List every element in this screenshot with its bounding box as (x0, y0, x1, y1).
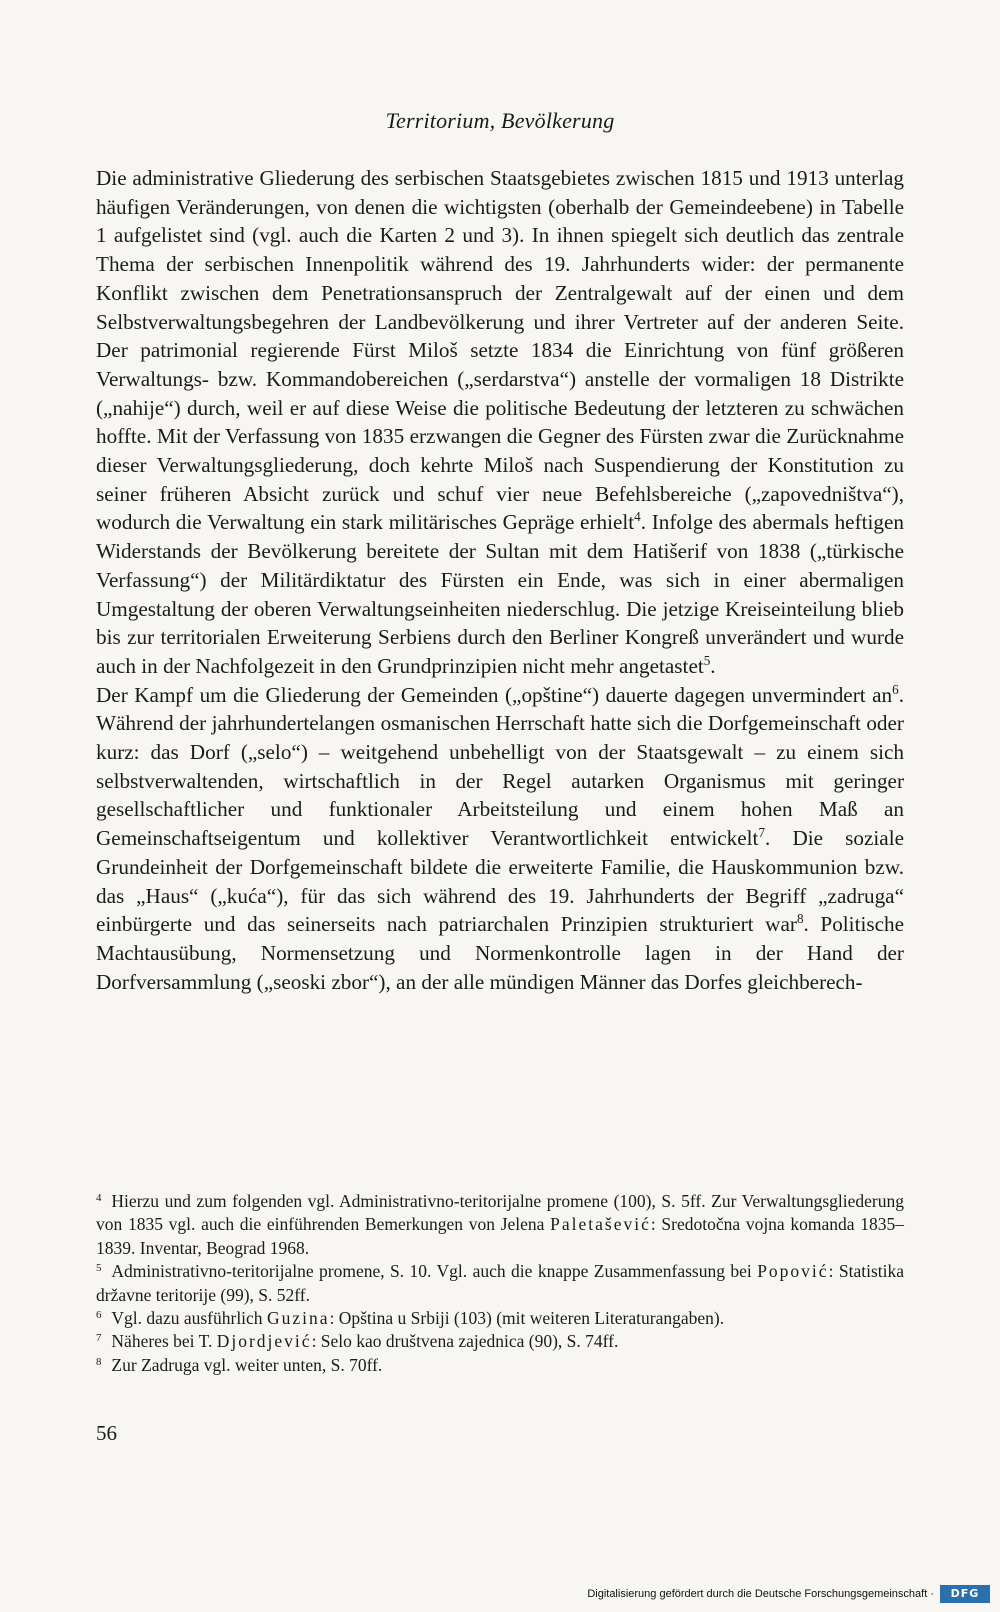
footnote-ref[interactable]: 5 (703, 652, 711, 668)
footnote: $^6$ Vgl. dazu ausführlich Guzina: Opština u Srbiji (103) (mit weiteren Literaturangaben). (96, 1308, 725, 1329)
footnote-number: 4 (96, 1192, 102, 1205)
footnote-number: 6 (96, 1309, 102, 1322)
page-number: 56 (96, 1421, 117, 1445)
footnote-number: 7 (96, 1332, 102, 1345)
author-name: Popović (757, 1261, 829, 1282)
running-head: Territorium, Bevölkerung (385, 108, 615, 133)
digitization-note: Digitalisierung gefördert durch die Deutsche Forschungsgemeinschaft · (587, 1588, 934, 1600)
footnote-number: 8 (96, 1355, 102, 1368)
footnote: $^7$ Näheres bei T. Djordjević: Selo kao društvena zajednica (90), S. 74ff. (96, 1331, 619, 1352)
body-text (96, 164, 904, 996)
footnote-ref[interactable]: 7 (758, 825, 765, 841)
author-name: Djordjević (216, 1331, 312, 1352)
footnote-ref[interactable]: 8 (796, 911, 804, 927)
footnotes (96, 1190, 904, 1377)
author-name: Guzina (266, 1308, 330, 1329)
footnote-number: 5 (96, 1262, 102, 1275)
footnote: $^4$ Hierzu und zum folgenden vgl. Administrativno-teritorijalne promene (100), S. 5ff. Zur Verwaltungsgliederung von 1835 vgl. auch die einführenden Bemerkungen von Jelena Paletašević: Sredotočna vojna komanda 1835–1839. Inventar, Beograd 1968. (96, 1191, 904, 1258)
footnote-ref[interactable]: 4 (634, 509, 641, 525)
author-name: Paletašević (550, 1214, 651, 1235)
paragraph: Der Kampf um die Gliederung der Gemeinden („opštine“) dauerte dagegen unvermindert $an^6$. Während der jahrhundertelangen osmanischen Herrschaft hatte sich die Dorfgemeinschaft oder kurz: das Dorf („selo“) – weitgehend unbehelligt von der Staatsgewalt – zu einem sich selbstverwaltenden, wirtschaftlich in der Regel autarken Organismus mit geringer gesellschaftlicher und funktionaler Arbeitsteilung und einem hohen Maß an Gemeinschaftseigentum und kollektiver Verantwortlichkeit entwickelt$^7$. Die soziale Grundeinheit der Dorfgemeinschaft bildete die erweiterte Familie, die Hauskommunion bzw. das „Haus“ („kuća“), für das sich während des 19. Jahrhunderts der Begriff „zadruga“ einbürgerte und das seinerseits nach patriarchalen Prinzipien strukturiert war$^8$. Politische Machtausübung, Normensetzung und Normenkontrolle lagen in der Hand der Dorfversammlung („seoski zbor“), an der alle mündigen Männer das Dorfes gleichberech- (96, 681, 904, 994)
footnote-ref[interactable]: 6 (892, 681, 899, 697)
dfg-logo-icon: DFG (940, 1585, 990, 1603)
footnote: $^5$ Administrativno-teritorijalne promene, S. 10. Vgl. auch die knappe Zusammenfassung bei Popović: Statistika državne teritorije (99), S. 52ff. (96, 1261, 904, 1305)
paragraph: Die administrative Gliederung des serbischen Staatsgebietes zwischen 1815 und 1913 unterlag häufigen Veränderungen, von denen die wichtigsten (oberhalb der Gemeindeebene) in Tabelle 1 aufgelistet sind (vgl. auch die Karten 2 und 3). In ihnen spiegelt sich deutlich das zentrale Thema der serbischen Innenpolitik während des 19. Jahrhunderts wider: der permanente Konflikt zwischen dem Penetrationsanspruch der Zentralgewalt auf der einen und dem Selbstverwaltungsbegehren der Landbevölkerung und ihrer Vertreter auf der anderen Seite. Der patrimonial regierende Fürst Miloš setzte 1834 die Einrichtung von fünf größeren Verwaltungs- bzw. Kommandobereichen („serdarstva“) anstelle der vormaligen 18 Distrikte („nahije“) durch, weil er auf diese Weise die politische Bedeutung der letzteren zu schwächen hoffte. Mit der Verfassung von 1835 erzwangen die Gegner des Fürsten zwar die Zurücknahme dieser Verwaltungsgliederung, doch kehrte Miloš nach Suspendierung der Konstitution zu seiner früheren Absicht zurück und schuf vier neue Befehlsbereiche („zapovedništva“), wodurch die Verwaltung ein stark militärisches Gepräge erhielt$^4$. Infolge des abermals heftigen Widerstands der Bevölkerung bereitete der Sultan mit dem Hatišerif von 1838 („türkische Verfassung“) der Militärdiktatur des Fürsten ein Ende, was sich in einer abermaligen Umgestaltung der oberen Verwaltungseinheiten niederschlug. Die jetzige Kreiseinteilung blieb bis zur territorialen Erweiterung Serbiens durch den Berliner Kongreß unverändert und wurde auch in der Nachfolgezeit in den Grundprinzipien nicht mehr angetastet$^5$. (96, 166, 905, 678)
footnote: $^8$ Zur Zadruga vgl. weiter unten, S. 70ff. (96, 1354, 383, 1375)
